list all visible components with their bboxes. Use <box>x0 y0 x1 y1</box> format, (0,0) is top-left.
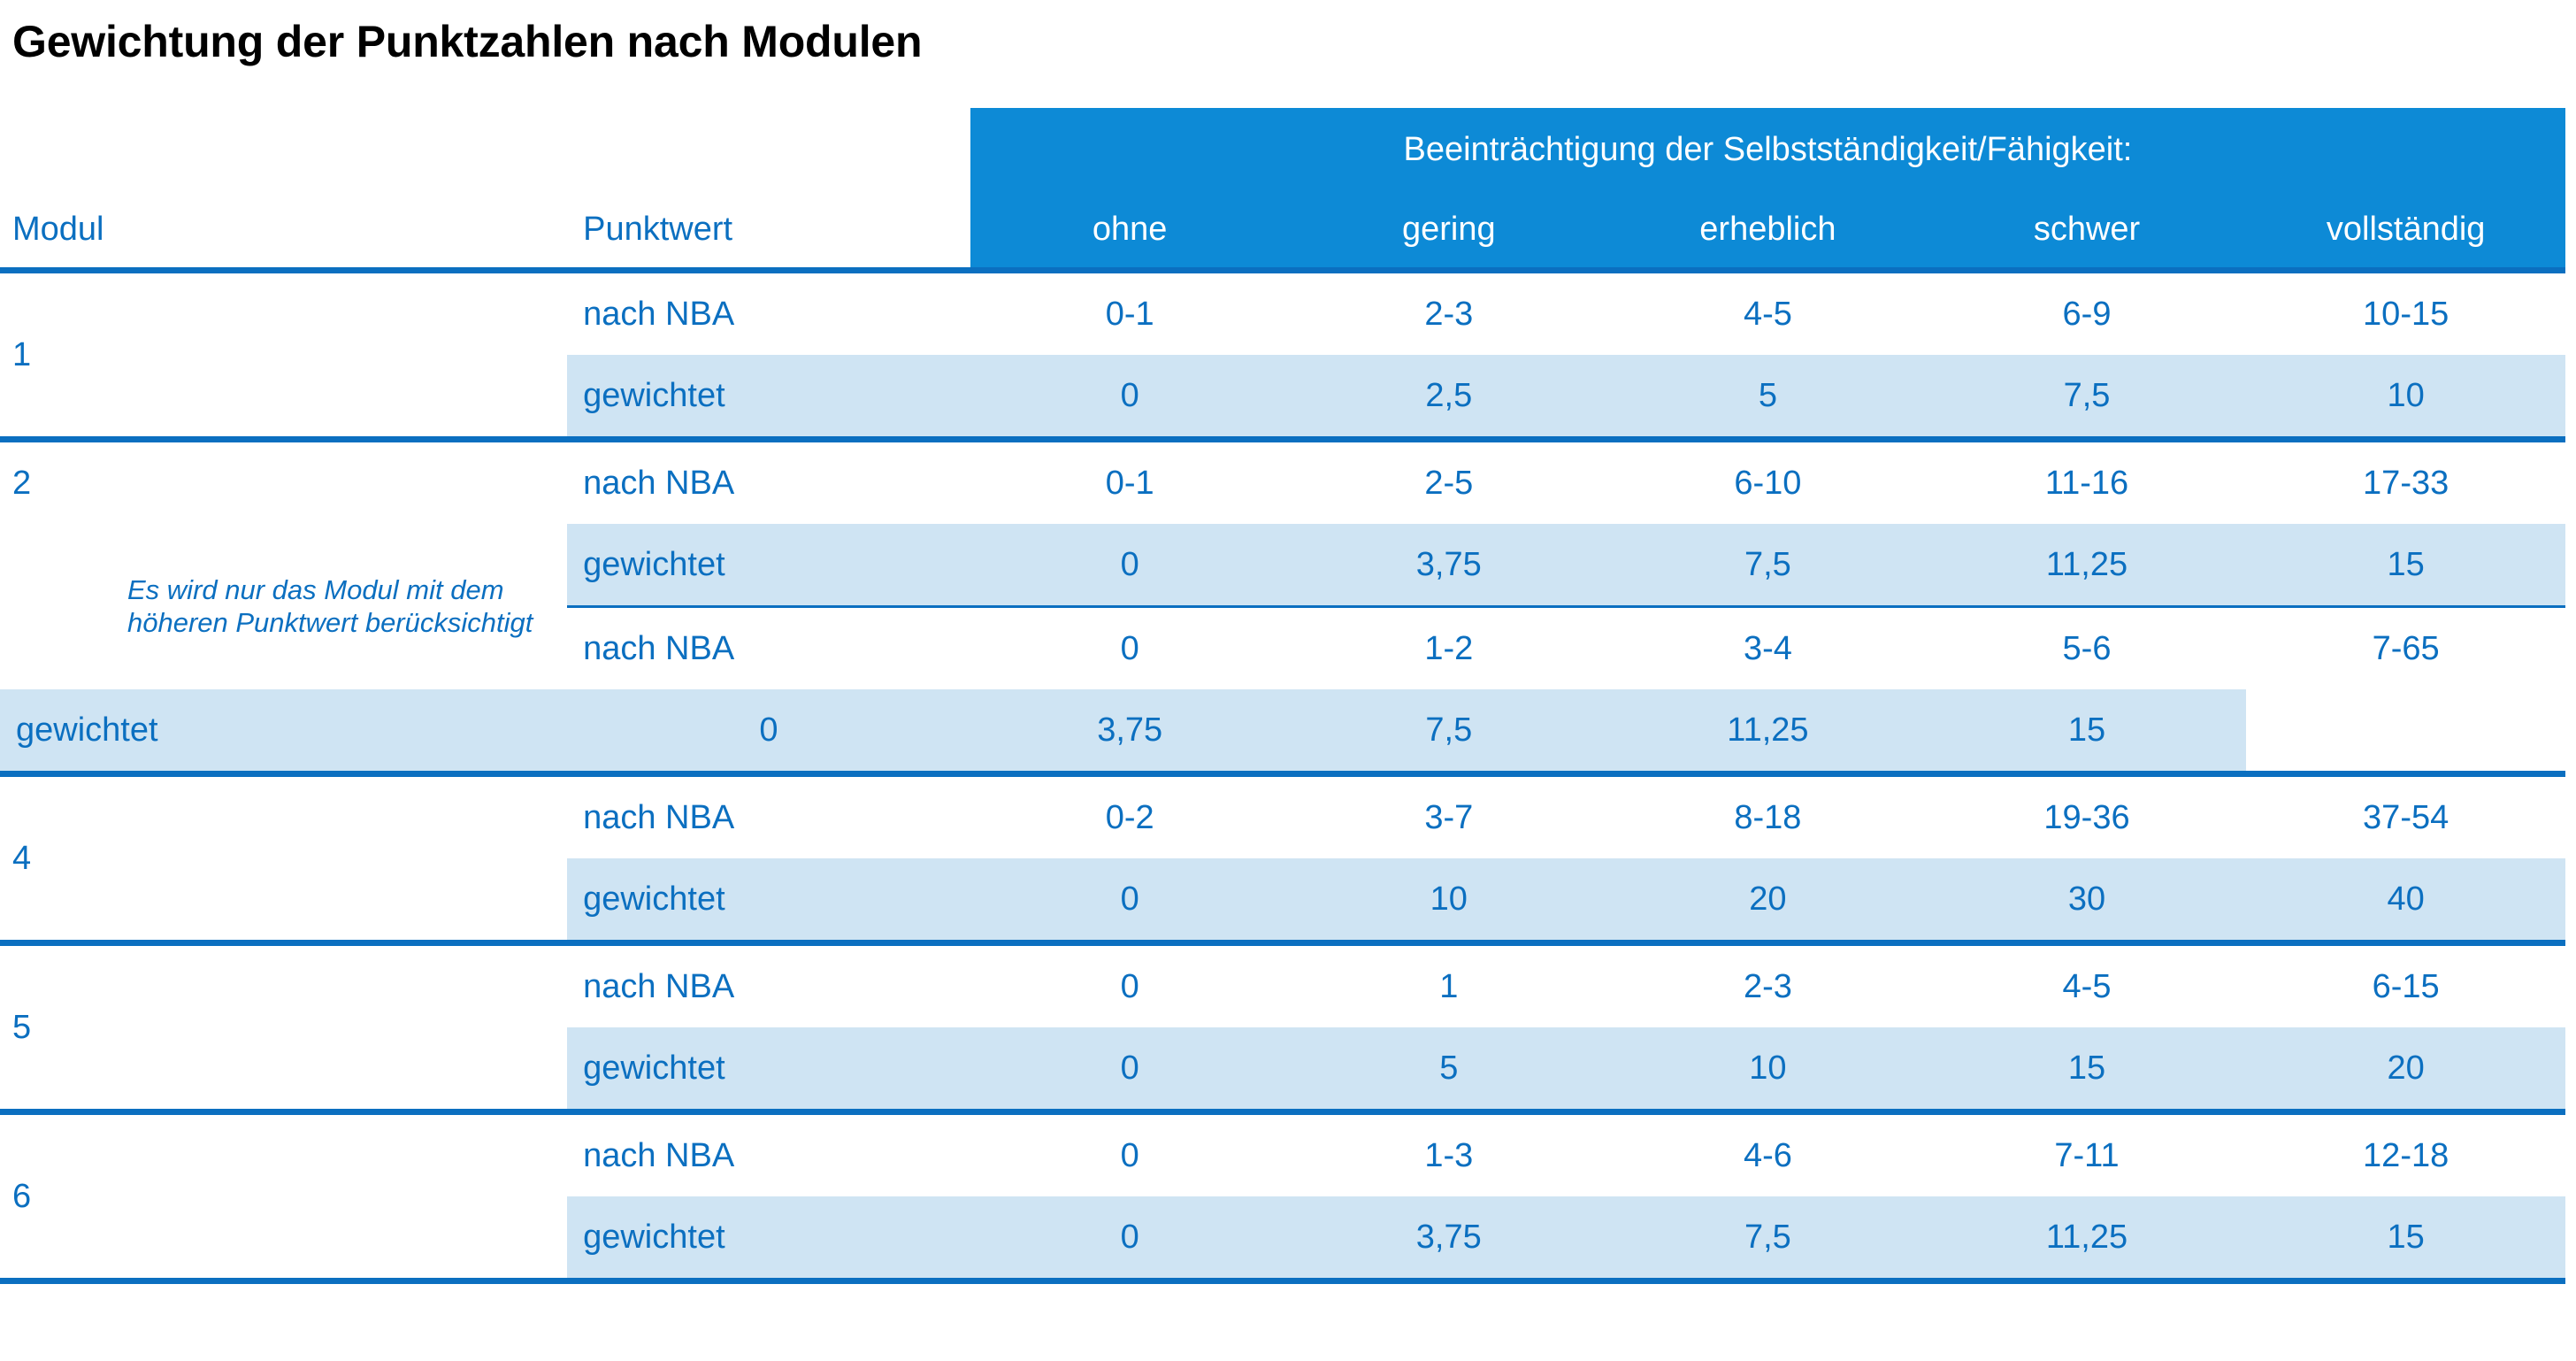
cell-value: 11,25 <box>1608 689 1928 771</box>
cell-value: 5 <box>1289 1027 1608 1109</box>
cell-value: 19-36 <box>1928 774 2247 859</box>
cell-value: 15 <box>2246 524 2565 605</box>
cell-value: 20 <box>1608 858 1928 940</box>
cell-value: 15 <box>1928 1027 2247 1109</box>
punktwert-label-nba: nach NBA <box>567 440 970 525</box>
cell-value: 0 <box>970 607 1290 690</box>
cell-value: 0 <box>970 355 1290 436</box>
cell-value: 11,25 <box>1928 1196 2247 1278</box>
punktwert-label-nba: nach NBA <box>567 1112 970 1197</box>
modul-cell-6: 6 <box>0 1112 567 1279</box>
cell-value: 1 <box>1289 943 1608 1028</box>
cell-value: 0 <box>970 858 1290 940</box>
weighting-table <box>0 108 2565 1284</box>
cell-value: 7,5 <box>1928 355 2247 436</box>
cell-value: 30 <box>1928 858 2247 940</box>
cell-value: 11,25 <box>1928 524 2247 605</box>
modul-note-text: Es wird nur das Modul mit dem höheren Punktwert berücksichtigt <box>127 573 533 638</box>
table-row <box>0 524 2565 605</box>
cell-value: 20 <box>2246 1027 2565 1109</box>
cell-value: 0-2 <box>970 774 1290 859</box>
header-band-label: Beeinträchtigung der Selbstständigkeit/Fähigkeit: <box>970 108 2565 191</box>
cell-value: 0-1 <box>970 440 1290 525</box>
cell-value: 7-65 <box>2246 607 2565 690</box>
cell-value: 3,75 <box>1289 1196 1608 1278</box>
cell-value: 3-7 <box>1289 774 1608 859</box>
cell-value: 2,5 <box>1289 355 1608 436</box>
punktwert-label-nba: nach NBA <box>567 774 970 859</box>
cell-value: 6-9 <box>1928 271 2247 356</box>
header-modul: Modul <box>0 191 567 267</box>
cell-value: 3,75 <box>970 689 1290 771</box>
cell-value: 15 <box>2246 1196 2565 1278</box>
table-row <box>0 689 2565 771</box>
cell-value: 3,75 <box>1289 524 1608 605</box>
table-header-labels <box>0 191 2565 267</box>
cell-value: 6-15 <box>2246 943 2565 1028</box>
cell-value: 7,5 <box>1608 1196 1928 1278</box>
cell-value: 10 <box>1289 858 1608 940</box>
cell-value: 0 <box>970 943 1290 1028</box>
cell-value: 1-3 <box>1289 1112 1608 1197</box>
header-level-erheblich: erheblich <box>1608 191 1928 267</box>
cell-value: 0 <box>970 1027 1290 1109</box>
cell-value: 15 <box>1928 689 2247 771</box>
punktwert-label-nba: nach NBA <box>567 271 970 356</box>
cell-value: 37-54 <box>2246 774 2565 859</box>
cell-value: 11-16 <box>1928 440 2247 525</box>
cell-value: 5 <box>1608 355 1928 436</box>
cell-value: 1-2 <box>1289 607 1608 690</box>
header-spacer-modul <box>0 108 567 191</box>
cell-value: 10 <box>2246 355 2565 436</box>
cell-value: 0 <box>970 1196 1290 1278</box>
punktwert-label-nba: nach NBA <box>567 943 970 1028</box>
header-level-gering: gering <box>1289 191 1608 267</box>
punktwert-label-gewichtet: gewichtet <box>567 858 970 940</box>
divider-bottom <box>0 1278 2565 1281</box>
punktwert-label-gewichtet: gewichtet <box>567 524 970 605</box>
cell-value: 2-5 <box>1289 440 1608 525</box>
cell-value: 4-5 <box>1608 271 1928 356</box>
table-row <box>0 943 2565 1028</box>
table-row <box>0 440 2565 525</box>
cell-value: 2-3 <box>1608 943 1928 1028</box>
cell-value: 4-6 <box>1608 1112 1928 1197</box>
header-level-schwer: schwer <box>1928 191 2247 267</box>
cell-value: 0 <box>970 1112 1290 1197</box>
cell-value: 3-4 <box>1608 607 1928 690</box>
table-row <box>0 271 2565 356</box>
modul-note-cell <box>0 524 567 689</box>
punktwert-label-gewichtet: gewichtet <box>567 1027 970 1109</box>
header-spacer-punktwert <box>567 108 970 191</box>
page-title: Gewichtung der Punktzahlen nach Modulen <box>12 17 923 66</box>
header-level-ohne: ohne <box>970 191 1290 267</box>
cell-value: 10 <box>1608 1027 1928 1109</box>
cell-value: 0-1 <box>970 271 1290 356</box>
header-level-vollstaendig: vollständig <box>2246 191 2565 267</box>
cell-value: 6-10 <box>1608 440 1928 525</box>
table-row <box>0 1112 2565 1197</box>
modul-cell-1: 1 <box>0 271 567 437</box>
punktwert-label-nba: nach NBA <box>567 607 970 690</box>
punktwert-label-gewichtet: gewichtet <box>567 355 970 436</box>
cell-value: 5-6 <box>1928 607 2247 690</box>
table-row <box>0 774 2565 859</box>
punktwert-label-gewichtet: gewichtet <box>567 1196 970 1278</box>
cell-value: 7,5 <box>1608 524 1928 605</box>
cell-value: 2-3 <box>1289 271 1608 356</box>
cell-value: 7-11 <box>1928 1112 2247 1197</box>
cell-value: 40 <box>2246 858 2565 940</box>
cell-value: 17-33 <box>2246 440 2565 525</box>
punktwert-label-gewichtet: gewichtet <box>0 689 567 771</box>
cell-value: 8-18 <box>1608 774 1928 859</box>
header-punktwert: Punktwert <box>567 191 970 267</box>
cell-value: 0 <box>970 524 1290 605</box>
cell-value: 7,5 <box>1289 689 1608 771</box>
cell-value: 0 <box>567 689 970 771</box>
modul-cell-4: 4 <box>0 774 567 941</box>
modul-cell-5: 5 <box>0 943 567 1110</box>
cell-value: 10-15 <box>2246 271 2565 356</box>
cell-value: 12-18 <box>2246 1112 2565 1197</box>
cell-value: 4-5 <box>1928 943 2247 1028</box>
table-header-band <box>0 108 2565 191</box>
modul-cell-2: 2 <box>0 440 567 525</box>
